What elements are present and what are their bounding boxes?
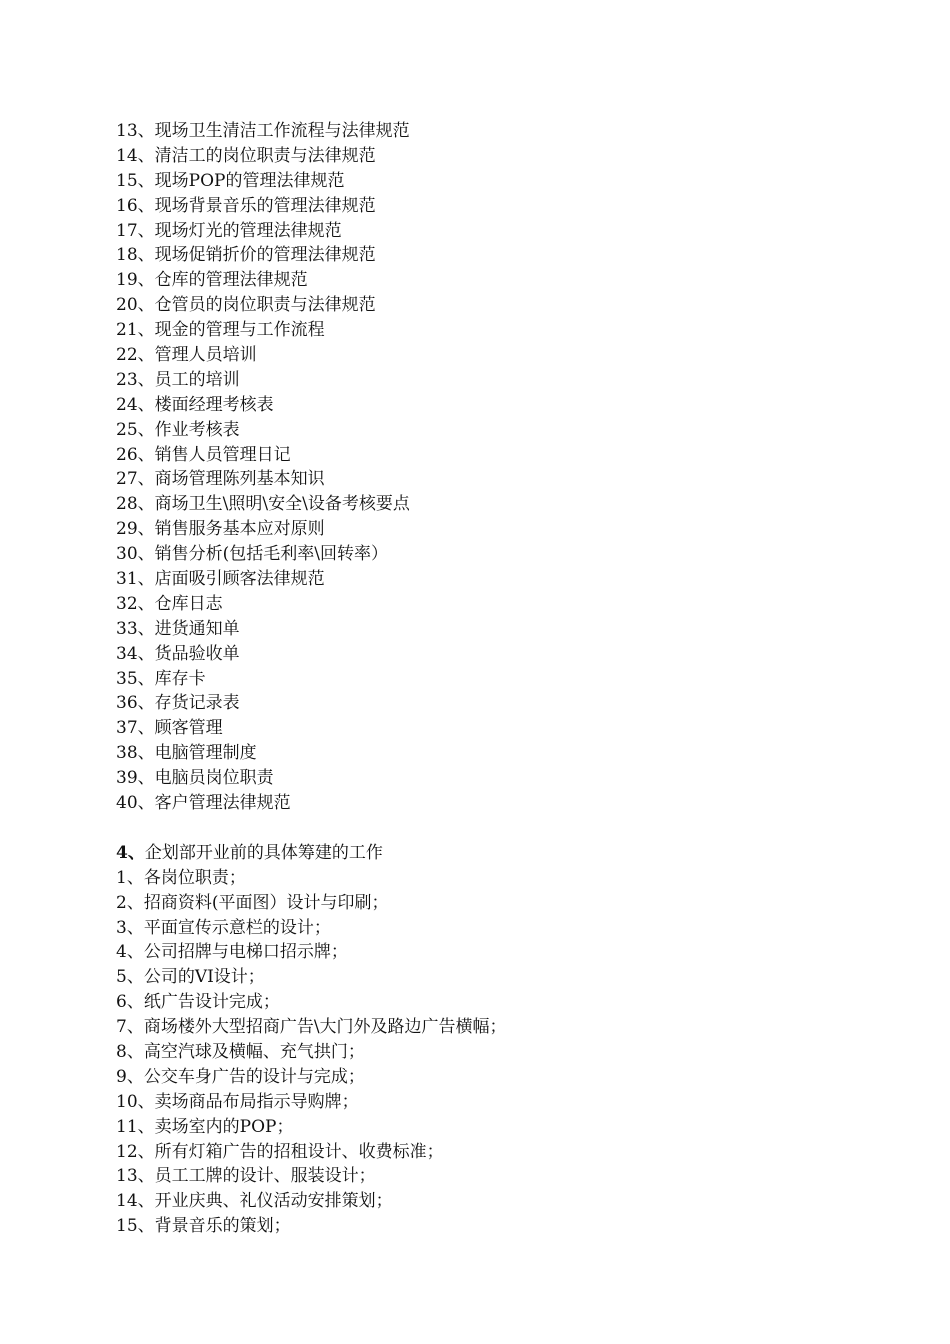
list-item: 18、现场促销折价的管理法律规范: [116, 245, 376, 266]
document-body: [116, 119, 896, 1239]
list-item: 26、销售人员管理日记: [116, 444, 291, 465]
list-item: 28、商场卫生\照明\安全\设备考核要点: [116, 494, 410, 515]
list-item: 14、开业庆典、礼仪活动安排策划；: [116, 1191, 393, 1212]
list-item: 20、仓管员的岗位职责与法律规范: [116, 295, 376, 316]
list-item: 33、进货通知单: [116, 618, 240, 639]
list-item: 36、存货记录表: [116, 693, 240, 714]
list-item: 19、仓库的管理法律规范: [116, 270, 308, 291]
list-item: 13、现场卫生清洁工作流程与法律规范: [116, 121, 410, 141]
list-item: 8、高空汽球及横幅、充气拱门；: [116, 1041, 365, 1062]
list-item: 32、仓库日志: [116, 593, 223, 614]
list-item: 29、销售服务基本应对原则: [116, 519, 325, 540]
list-b: [116, 866, 896, 1239]
list-item: 13、员工工牌的设计、服装设计；: [116, 1166, 376, 1187]
list-item: 15、背景音乐的策划；: [116, 1216, 291, 1237]
section-title: 企划部开业前的具体筹建的工作: [144, 842, 383, 863]
list-item: 6、纸广告设计完成；: [116, 992, 280, 1013]
list-item: 4、公司招牌与电梯口招示牌；: [116, 942, 348, 963]
list-item: 3、平面宣传示意栏的设计；: [116, 917, 331, 938]
list-item: 22、管理人员培训: [116, 345, 257, 366]
list-item: 15、现场POP的管理法律规范: [116, 170, 345, 191]
list-item: 9、公交车身广告的设计与完成；: [116, 1066, 365, 1087]
list-item: 14、清洁工的岗位职责与法律规范: [116, 145, 376, 166]
list-a: [116, 119, 896, 816]
blank-line: [116, 816, 896, 841]
list-item: 25、作业考核表: [116, 419, 240, 440]
list-item: 17、现场灯光的管理法律规范: [116, 220, 342, 241]
list-item: 35、库存卡: [116, 668, 206, 689]
list-item: 34、货品验收单: [116, 643, 240, 664]
list-item: 11、卖场室内的POP；: [116, 1116, 294, 1137]
list-item: 16、现场背景音乐的管理法律规范: [116, 195, 376, 216]
list-item: 39、电脑员岗位职责: [116, 768, 274, 789]
list-item: 38、电脑管理制度: [116, 743, 257, 764]
list-item: 10、卖场商品布局指示导购牌；: [116, 1091, 359, 1112]
list-item: 12、所有灯箱广告的招租设计、收费标准；: [116, 1141, 444, 1162]
list-item: 30、销售分析(包括毛利率\回转率）: [116, 544, 388, 565]
list-item: 5、公司的VI设计；: [116, 967, 265, 988]
list-item: 37、顾客管理: [116, 718, 223, 739]
list-item: 40、客户管理法律规范: [116, 793, 291, 814]
list-item: 24、楼面经理考核表: [116, 394, 274, 415]
list-item: 31、店面吸引顾客法律规范: [116, 569, 325, 590]
section-number: 4、: [116, 842, 145, 863]
list-item: 7、商场楼外大型招商广告\大门外及路边广告横幅；: [116, 1017, 507, 1038]
list-item: 27、商场管理陈列基本知识: [116, 469, 325, 490]
list-item: 23、员工的培训: [116, 369, 240, 390]
section-heading: [116, 841, 896, 866]
list-item: 21、现金的管理与工作流程: [116, 320, 325, 341]
list-item: 1、各岗位职责；: [116, 867, 246, 888]
list-item: 2、招商资料(平面图）设计与印刷；: [116, 892, 389, 913]
